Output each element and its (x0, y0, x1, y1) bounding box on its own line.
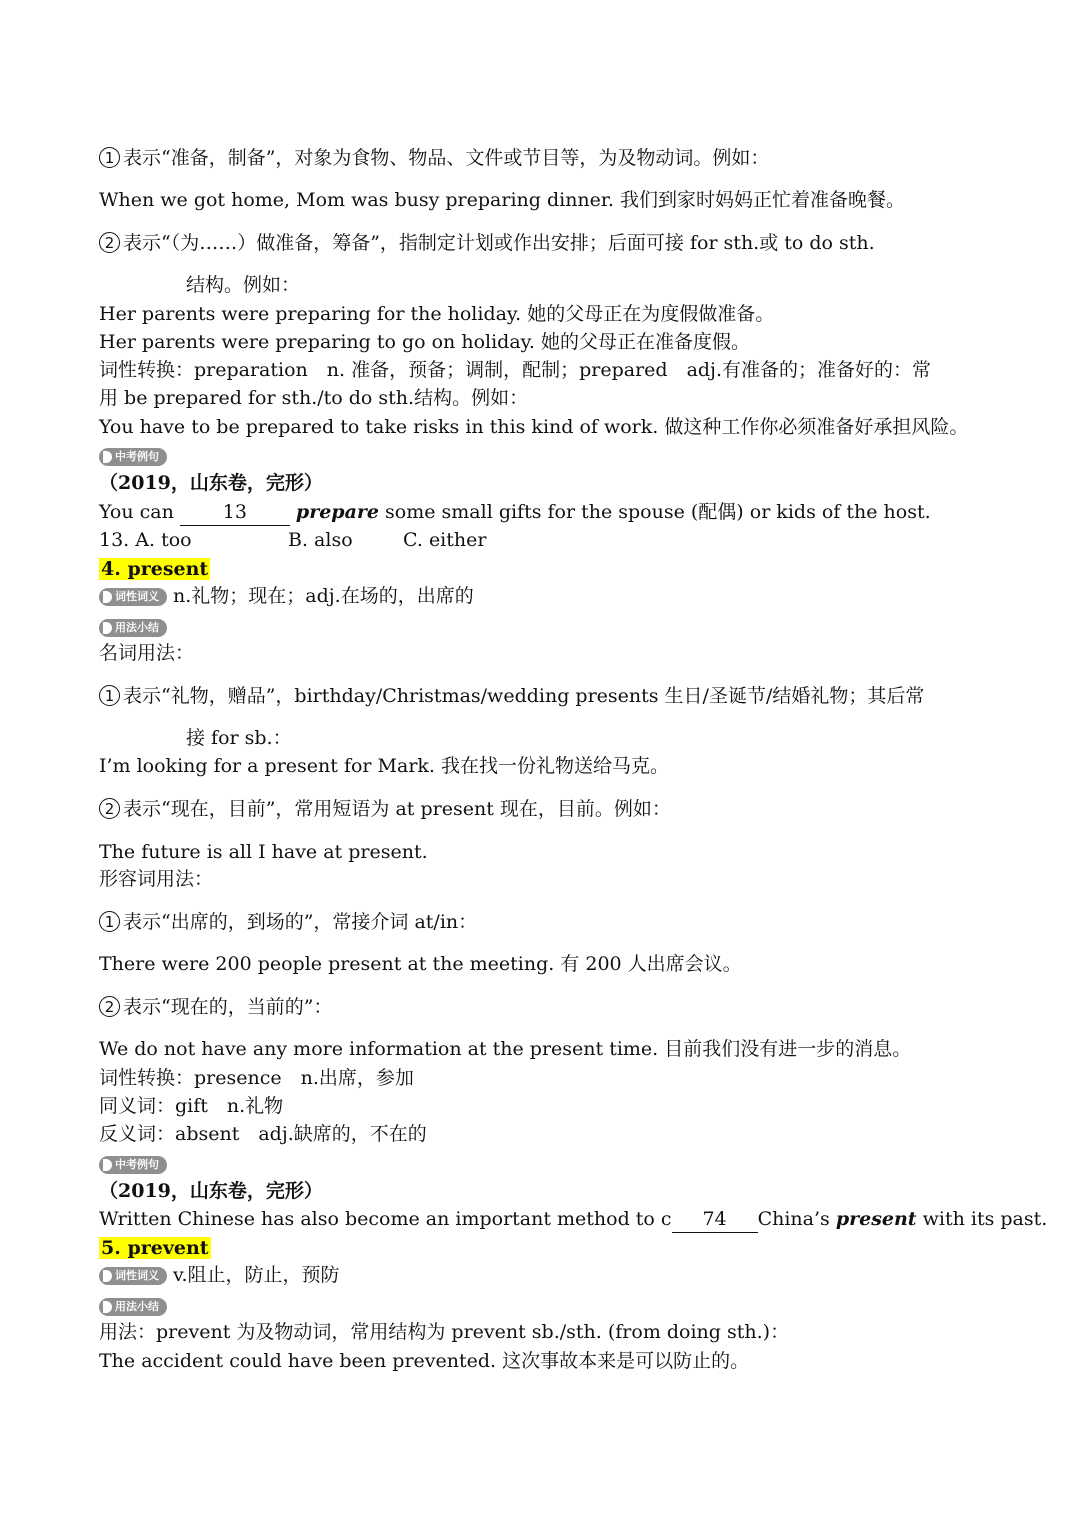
number-circle: 2 (99, 996, 120, 1017)
number-circle: 1 (99, 911, 120, 932)
exam-sentence-end: with its past. (916, 1208, 1048, 1230)
exam-blank: 74 (672, 1206, 758, 1233)
present-noun-1-example: I’m looking for a present for Mark. 我在找一份礼物送给马克。 (99, 755, 669, 777)
exam-sentence-mid: China’s (757, 1208, 836, 1230)
exam-blank: 13 (180, 499, 290, 526)
exam-source: （2019，山东卷，完形） (99, 472, 323, 494)
exam-sentence-start: Written Chinese has also become an important method to c (99, 1208, 672, 1230)
pos-label: 词性词义 (99, 1267, 167, 1285)
option-a: A. too (135, 529, 192, 551)
present-adj-2-example: We do not have any more information at the present time. 目前我们没有进一步的消息。 (99, 1038, 912, 1060)
number-circle: 1 (99, 685, 120, 706)
present-noun-2-text: 表示“现在，目前”，常用短语为 at present 现在，目前。例如： (123, 798, 671, 820)
prepare-meaning-1 (99, 145, 769, 171)
prepare-example-2: Her parents were preparing for the holiday. 她的父母正在为度假做准备。 (99, 303, 775, 325)
adj-usage-label: 形容词用法： (99, 868, 214, 890)
present-pos-line (99, 583, 474, 609)
exam-example-tag-2 (99, 1151, 173, 1177)
exam-keyword: prepare (295, 501, 379, 523)
noun-usage-label: 名词用法： (99, 642, 195, 664)
present-heading (99, 556, 210, 582)
present-adj-2-text: 表示“现在的，当前的”： (123, 996, 333, 1018)
exam-options (99, 527, 192, 553)
prevent-pos-line (99, 1262, 340, 1288)
present-conversion: 词性转换：presence n.出席，参加 (99, 1067, 414, 1089)
exam-keyword: present (835, 1208, 917, 1230)
present-adj-1 (99, 909, 477, 935)
present-adj-1-text: 表示“出席的，到场的”，常接介词 at/in： (123, 911, 478, 933)
present-adj-2 (99, 994, 332, 1020)
pos-label: 词性词义 (99, 588, 167, 606)
prevent-heading-text: 5. prevent (101, 1237, 209, 1259)
prepare-example-3: Her parents were preparing to go on holiday. 她的父母正在准备度假。 (99, 331, 750, 353)
number-circle: 2 (99, 798, 120, 819)
exam-source-2: （2019，山东卷，完形） (99, 1180, 323, 1202)
present-antonym: 反义词：absent adj.缺席的，不在的 (99, 1123, 427, 1145)
number-circle: 1 (99, 147, 120, 168)
exam-sentence-end: some small gifts for the spouse (配偶) or kids of the host. (379, 501, 931, 523)
prevent-example: The accident could have been prevented. 这次事故本来是可以防止的。 (99, 1350, 750, 1372)
prevent-usage: 用法：prevent 为及物动词，常用结构为 prevent sb./sth. (from doing sth.)： (99, 1321, 790, 1343)
number-circle: 2 (99, 232, 120, 253)
prepare-meaning-2 (99, 230, 875, 256)
present-noun-1-text: 表示“礼物，赠品”，birthday/Christmas/wedding presents 生日/圣诞节/结婚礼物；其后常 (123, 685, 925, 707)
prepare-meaning-2-continued: 结构。例如： (186, 274, 301, 296)
usage-label: 用法小结 (99, 619, 167, 637)
present-noun-1-continued: 接 for sb.： (186, 727, 292, 749)
present-noun-2 (99, 796, 671, 822)
usage-label: 用法小结 (99, 1298, 167, 1316)
present-noun-1 (99, 683, 924, 709)
prepare-meaning-1-text: 表示“准备，制备”，对象为食物、物品、文件或节目等，为及物动词。例如： (123, 147, 770, 169)
prepare-conversion: 词性转换：preparation n. 准备，预备；调制，配制；prepared adj.有准备的；准备好的：常 (99, 359, 931, 381)
exam-example-label: 中考例句 (99, 448, 167, 466)
prepare-conversion-example: You have to be prepared to take risks in this kind of work. 做这种工作你必须准备好承担风险。 (99, 416, 969, 438)
option-b: B. also (288, 529, 353, 551)
present-noun-2-example: The future is all I have at present. (99, 841, 428, 863)
exam-sentence (99, 499, 931, 526)
present-heading-text: 4. present (101, 558, 209, 580)
prepare-meaning-2-text: 表示“（为……）做准备，筹备”，指制定计划或作出安排；后面可接 for sth.或 to do sth. (123, 232, 875, 254)
present-meaning: n.礼物；现在；adj.在场的，出席的 (173, 585, 474, 607)
prevent-usage-tag (99, 1293, 173, 1319)
present-usage-tag (99, 614, 173, 640)
option-number: 13. (99, 529, 130, 551)
exam-example-tag (99, 443, 173, 469)
option-c: C. either (403, 529, 487, 551)
exam-example-label: 中考例句 (99, 1156, 167, 1174)
prepare-conversion-continued: 用 be prepared for sth./to do sth.结构。例如： (99, 387, 529, 409)
exam-sentence-2 (99, 1206, 1047, 1233)
present-synonym: 同义词：gift n.礼物 (99, 1095, 284, 1117)
present-adj-1-example: There were 200 people present at the meeting. 有 200 人出席会议。 (99, 953, 742, 975)
prepare-example-1: When we got home, Mom was busy preparing dinner. 我们到家时妈妈正忙着准备晚餐。 (99, 189, 905, 211)
exam-sentence-start: You can (99, 501, 180, 523)
prevent-meaning: v.阻止，防止，预防 (173, 1264, 340, 1286)
prevent-heading (99, 1235, 211, 1261)
